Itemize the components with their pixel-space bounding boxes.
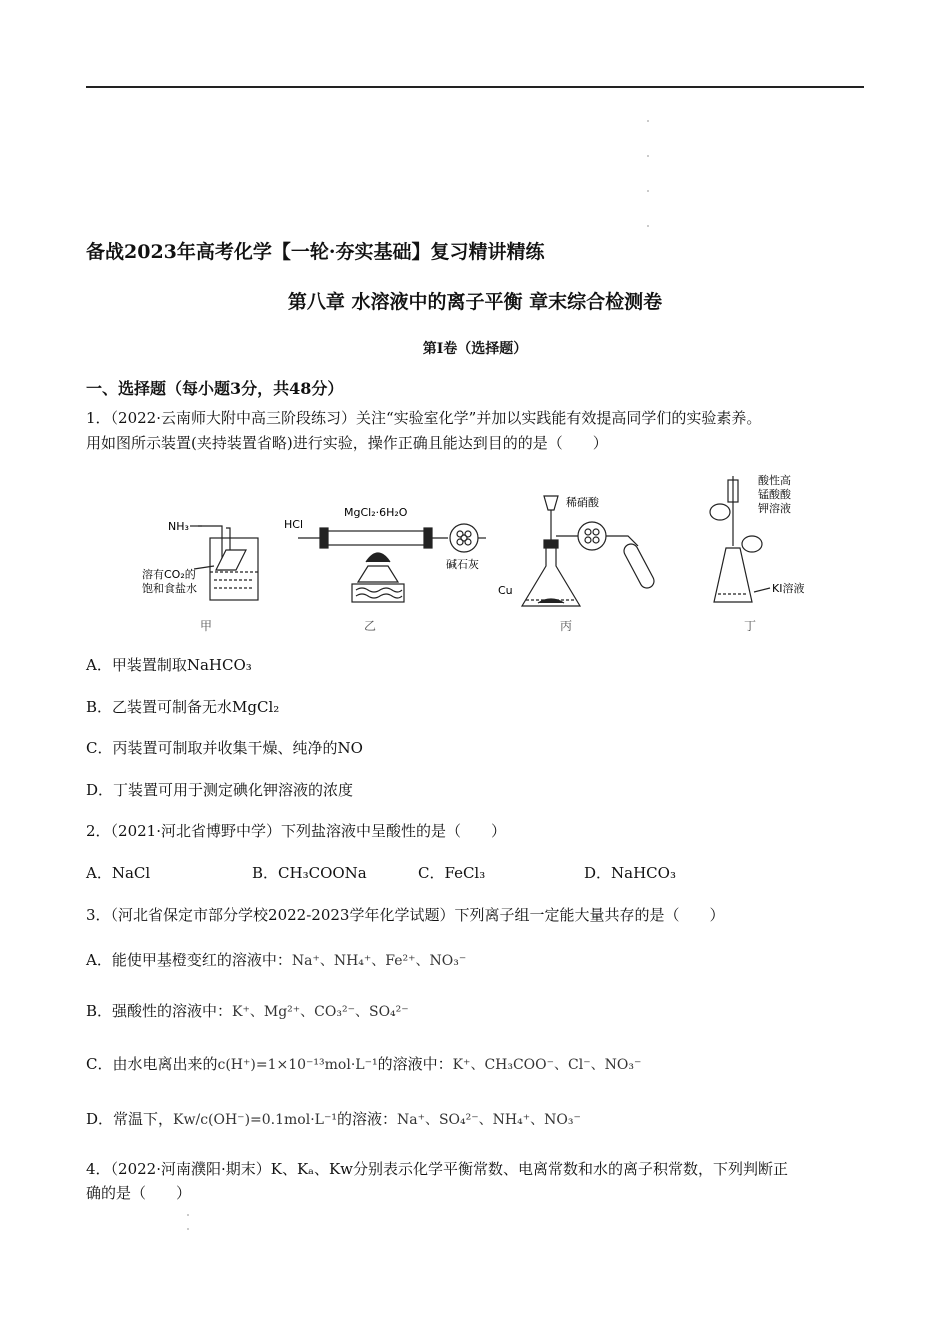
caption-bing: 丙 <box>560 619 573 633</box>
caption-yi: 乙 <box>364 619 377 633</box>
q3-c-cond: c(H⁺)=1×10⁻¹³mol·L⁻¹ <box>217 1057 378 1073</box>
q3-stem: 3．（河北省保定市部分学校2022-2023学年化学试题）下列离子组一定能大量共存的是（ ） <box>86 906 725 924</box>
apparatus-figure <box>130 466 820 638</box>
caption-ding: 丁 <box>744 619 757 633</box>
label-kmno4-a: 酸性高 <box>758 474 791 487</box>
q1-line1: 1．（2022·云南师大附中高三阶段练习）关注“实验室化学”并加以实践能有效提高同学们的实验素养。 <box>86 409 762 427</box>
artifact-dot <box>647 155 649 157</box>
q3-a-text: A．能使甲基橙变红的溶液中： <box>86 951 292 969</box>
chapter-title: 第八章 水溶液中的离子平衡 章末综合检测卷 <box>287 291 663 313</box>
q1-line2: 用如图所示装置(夹持装置省略)进行实验，操作正确且能达到目的的是（ ） <box>86 434 608 452</box>
label-cu: Cu <box>498 584 513 597</box>
q3-c-text: C．由水电离出来的 <box>86 1055 218 1073</box>
label-hcl: HCl <box>284 518 304 531</box>
q3-d-ions: Na⁺、SO₄²⁻、NH₄⁺、NO₃⁻ <box>396 1112 581 1128</box>
label-ki: KI溶液 <box>772 582 805 595</box>
q3-d-cond: Kw/c(OH⁻)=0.1mol·L⁻¹ <box>173 1112 337 1128</box>
artifact-dot <box>647 120 649 122</box>
q3-d-mid: 的溶液： <box>336 1110 397 1128</box>
q2-stem: 2．（2021·河北省博野中学）下列盐溶液中呈酸性的是（ ） <box>86 822 506 840</box>
q3-option-a <box>86 950 466 971</box>
q4-line1: 4．（2022·河南濮阳·期末）K、Kₐ、Kw分别表示化学平衡常数、电离常数和水的离子积常数，下列判断正 <box>86 1160 789 1178</box>
label-solution-b: 饱和食盐水 <box>142 582 197 595</box>
q3-b-text: B．强酸性的溶液中： <box>86 1002 233 1020</box>
q3-a-ions: Na⁺、NH₄⁺、Fe²⁺、NO₃⁻ <box>291 953 467 969</box>
label-kmno4-c: 钾溶液 <box>758 502 791 515</box>
label-dilute-hno3: 稀硝酸 <box>566 496 599 509</box>
volume-title: 第I卷（选择题） <box>422 341 528 357</box>
q2-option-c: C．FeCl₃ <box>418 864 486 882</box>
q2-option-a: A．NaCl <box>86 864 151 882</box>
label-nh3: NH₃ <box>168 520 189 533</box>
q1-option-a: A．甲装置制取NaHCO₃ <box>86 656 252 674</box>
artifact-dot <box>647 225 649 227</box>
q3-c-mid: 的溶液中： <box>377 1055 453 1073</box>
artifact-dot <box>187 1214 189 1216</box>
section-heading: 一、选择题（每小题3分，共48分） <box>86 379 344 398</box>
artifact-dot <box>647 190 649 192</box>
label-solution-a: 溶有CO₂的 <box>142 568 196 581</box>
label-kmno4-b: 锰酸酸 <box>758 488 791 501</box>
q3-c-ions: K⁺、CH₃COO⁻、Cl⁻、NO₃⁻ <box>452 1057 642 1073</box>
artifact-dot <box>187 1228 189 1230</box>
header-rule <box>86 86 864 88</box>
label-soda-lime: 碱石灰 <box>446 558 479 571</box>
caption-jia: 甲 <box>200 619 213 633</box>
q1-option-b: B．乙装置可制备无水MgCl₂ <box>86 698 280 716</box>
q3-option-b <box>86 1001 409 1022</box>
q3-d-text: D．常温下， <box>86 1110 174 1128</box>
page-title: 备战2023年高考化学【一轮·夯实基础】复习精讲精练 <box>86 241 545 263</box>
label-mgcl2: MgCl₂·6H₂O <box>344 506 408 519</box>
q2-option-b: B．CH₃COONa <box>252 864 367 882</box>
q3-option-d <box>86 1109 581 1130</box>
q4-line2: 确的是（ ） <box>86 1184 192 1202</box>
q3-b-ions: K⁺、Mg²⁺、CO₃²⁻、SO₄²⁻ <box>232 1004 409 1020</box>
q2-option-d: D．NaHCO₃ <box>584 864 676 882</box>
q1-option-d: D．丁装置可用于测定碘化钾溶液的浓度 <box>86 781 354 799</box>
q3-option-c <box>86 1054 641 1075</box>
q1-option-c: C．丙装置可制取并收集干燥、纯净的NO <box>86 739 363 757</box>
